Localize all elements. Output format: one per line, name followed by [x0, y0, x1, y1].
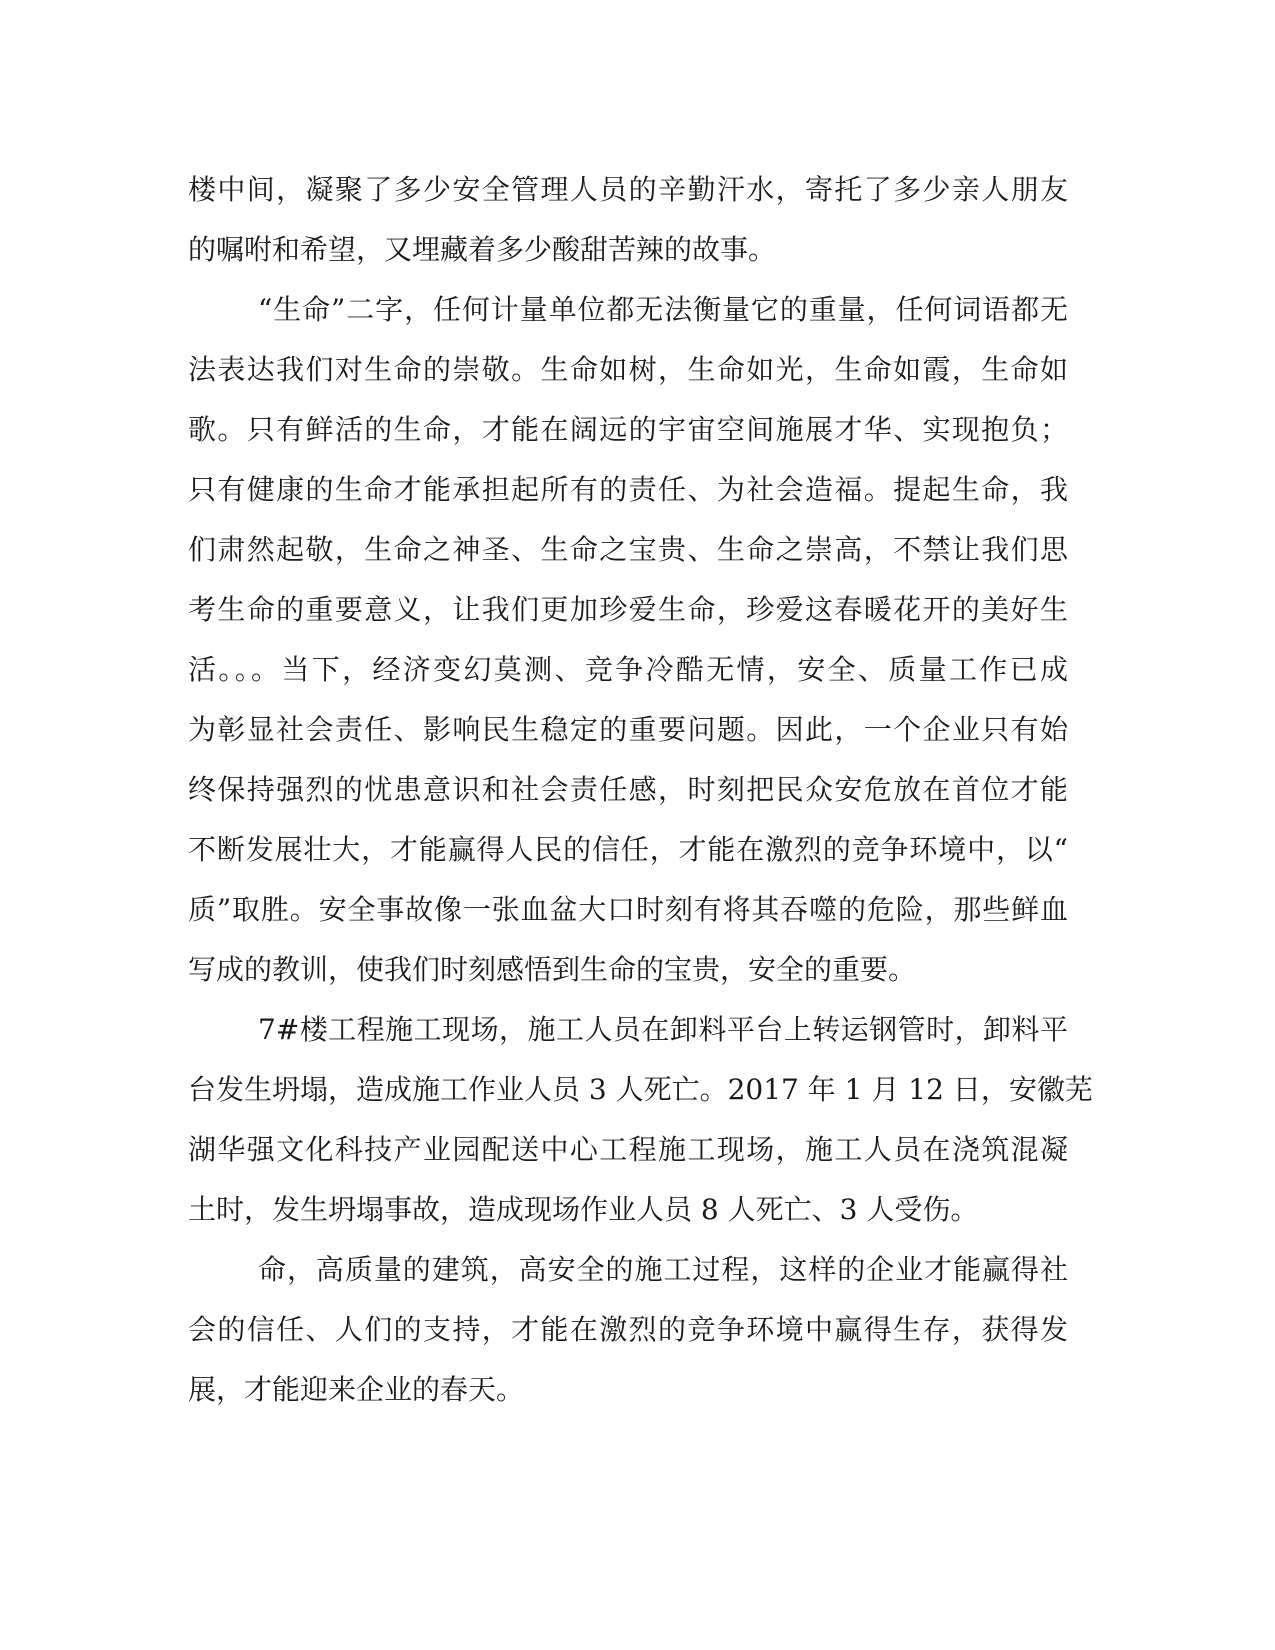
text-line: 们肃然起敬，生命之神圣、生命之宝贵、生命之崇高，不禁让我们思 [188, 533, 1068, 566]
text-line: 土时，发生坍塌事故，造成现场作业人员 8 人死亡、3 人受伤。 [188, 1193, 979, 1226]
text-line: 命，高质量的建筑，高安全的施工过程，这样的企业才能赢得社 [258, 1253, 1068, 1286]
text-line: 7#楼工程施工现场，施工人员在卸料平台上转运钢管时，卸料平 [258, 1013, 1068, 1046]
text-line: 终保持强烈的忧患意识和社会责任感，时刻把民众安危放在首位才能 [188, 773, 1068, 806]
text-line: 不断发展壮大，才能赢得人民的信任，才能在激烈的竞争环境中，以“ [188, 833, 1068, 866]
document-body [188, 160, 1093, 1420]
text-line: 湖华强文化科技产业园配送中心工程施工现场，施工人员在浇筑混凝 [188, 1133, 1068, 1166]
text-line: 法表达我们对生命的崇敬。生命如树，生命如光，生命如霞，生命如 [188, 353, 1068, 386]
paragraph-3 [188, 1000, 1093, 1240]
text-line: 台发生坍塌，造成施工作业人员 3 人死亡。2017 年 1 月 12 日，安徽芜 [188, 1073, 1093, 1106]
text-line: 为彰显社会责任、影响民生稳定的重要问题。因此，一个企业只有始 [188, 713, 1068, 746]
paragraph-2 [188, 280, 1068, 1000]
paragraph-1 [188, 160, 1068, 280]
paragraph-4 [188, 1240, 1068, 1420]
text-line: 活。。。当下，经济变幻莫测、竞争冷酷无情，安全、质量工作已成 [188, 653, 1068, 686]
text-line: “生命”二字，任何计量单位都无法衡量它的重量，任何词语都无 [258, 293, 1068, 326]
text-line: 会的信任、人们的支持，才能在激烈的竞争环境中赢得生存，获得发 [188, 1313, 1068, 1346]
text-line: 写成的教训，使我们时刻感悟到生命的宝贵，安全的重要。 [188, 953, 917, 986]
text-line: 质”取胜。安全事故像一张血盆大口时刻有将其吞噬的危险，那些鲜血 [188, 893, 1068, 926]
text-line: 考生命的重要意义，让我们更加珍爱生命，珍爱这春暖花开的美好生 [188, 593, 1068, 626]
text-line: 楼中间，凝聚了多少安全管理人员的辛勤汗水，寄托了多少亲人朋友 [188, 173, 1068, 206]
text-line: 的嘱咐和希望，又埋藏着多少酸甜苦辣的故事。 [188, 233, 777, 266]
text-line: 展，才能迎来企业的春天。 [188, 1373, 525, 1406]
text-line: 只有健康的生命才能承担起所有的责任、为社会造福。提起生命，我 [188, 473, 1068, 506]
text-line: 歌。只有鲜活的生命，才能在阔远的宇宙空间施展才华、实现抱负； [188, 413, 1068, 446]
